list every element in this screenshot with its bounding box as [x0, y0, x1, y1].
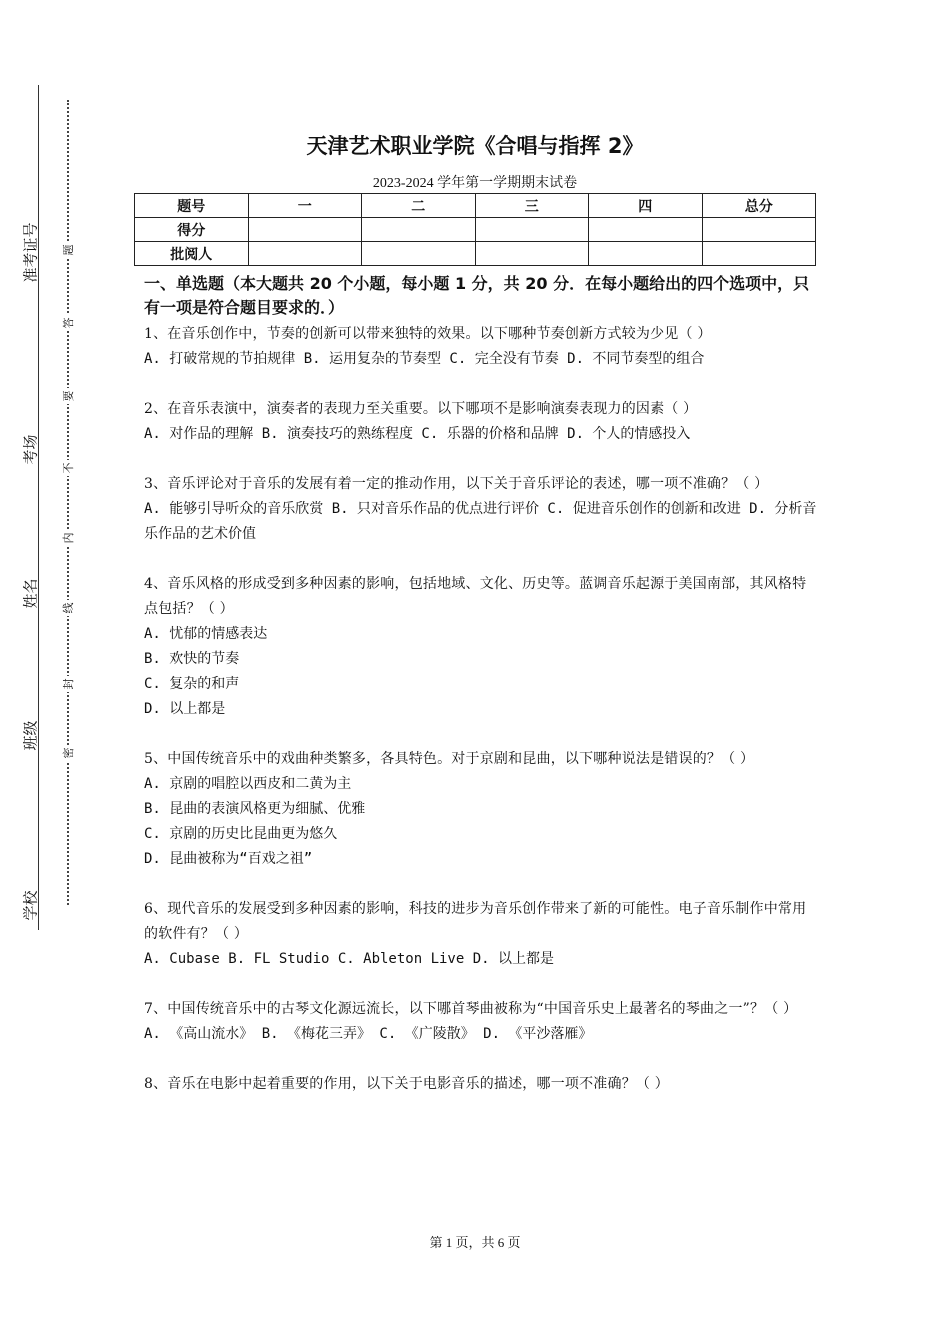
grader-cell[interactable]: [475, 242, 589, 266]
question-item: [144, 747, 820, 872]
question-option: A. 对作品的理解 B. 演奏技巧的熟练程度 C. 乐器的价格和品牌 D. 个人的情感投入: [144, 426, 691, 442]
score-table-header-row: [135, 194, 816, 218]
seal-char: 不: [60, 460, 76, 476]
score-row-label: 批阅人: [135, 242, 249, 266]
score-cell[interactable]: [248, 218, 362, 242]
question-option: A. 忧郁的情感表达: [144, 626, 268, 642]
score-cell[interactable]: [362, 218, 476, 242]
score-col-header: 四: [589, 194, 703, 218]
field-label-school: 学校: [21, 890, 40, 921]
field-label-exam-room: 考场: [21, 434, 40, 465]
question-option: B. 昆曲的表演风格更为细腻、优雅: [144, 801, 366, 817]
question-option: D. 昆曲被称为“百戏之祖”: [144, 851, 313, 867]
question-item: [144, 397, 820, 447]
question-stem: 3、音乐评论对于音乐的发展有着一定的推动作用，以下关于音乐评论的表述，哪一项不准确？（ ）: [144, 476, 769, 492]
score-cell[interactable]: [589, 218, 703, 242]
question-item: [144, 322, 820, 372]
score-table-row: [135, 242, 816, 266]
field-label-name: 姓名: [21, 578, 40, 609]
grader-cell[interactable]: [589, 242, 703, 266]
seal-char: 封: [60, 676, 76, 692]
grader-cell[interactable]: [248, 242, 362, 266]
binding-solid-line: [38, 85, 39, 930]
seal-char: 要: [60, 388, 76, 404]
question-stem: 2、在音乐表演中，演奏者的表现力至关重要。以下哪项不是影响演奏表现力的因素（ ）: [144, 401, 698, 417]
seal-char: 答: [60, 315, 76, 331]
score-row-label: 得分: [135, 218, 249, 242]
question-option: B. 欢快的节奏: [144, 651, 240, 667]
question-stem: 1、在音乐创作中，节奏的创新可以带来独特的效果。以下哪种节奏创新方式较为少见（ ）: [144, 326, 712, 342]
question-option: A. 京剧的唱腔以西皮和二黄为主: [144, 776, 352, 792]
score-col-header: 题号: [135, 194, 249, 218]
score-cell[interactable]: [475, 218, 589, 242]
question-stem: 5、中国传统音乐中的戏曲种类繁多，各具特色。对于京剧和昆曲，以下哪种说法是错误的？（ ）: [144, 751, 755, 767]
section-heading: 一、单选题（本大题共 20 个小题，每小题 1 分，共 20 分．在每小题给出的四个选项中，只有一项是符合题目要求的．）: [144, 274, 810, 317]
score-col-header: 二: [362, 194, 476, 218]
score-cell[interactable]: [702, 218, 816, 242]
seal-char: 密: [60, 745, 76, 761]
page-number: 第 1 页，共 6 页: [429, 1235, 521, 1250]
question-list: [144, 322, 820, 1097]
grader-cell[interactable]: [702, 242, 816, 266]
exam-content: [144, 272, 820, 1122]
seal-char: 题: [60, 242, 76, 258]
seal-char: 内: [60, 530, 76, 546]
score-table: [134, 193, 816, 266]
exam-title: 天津艺术职业学院《合唱与指挥 2》: [306, 134, 644, 158]
question-stem: 4、音乐风格的形成受到多种因素的影响，包括地域、文化、历史等。蓝调音乐起源于美国南部，其风格特点包括？（ ）: [144, 576, 807, 617]
question-item: [144, 572, 820, 722]
binding-margin: [0, 0, 100, 1344]
score-table-row: [135, 218, 816, 242]
field-label-class: 班级: [21, 720, 40, 751]
question-item: [144, 472, 820, 547]
question-stem: 6、现代音乐的发展受到多种因素的影响，科技的进步为音乐创作带来了新的可能性。电子音乐制作中常用的软件有？（ ）: [144, 901, 807, 942]
question-stem: 8、音乐在电影中起着重要的作用，以下关于电影音乐的描述，哪一项不准确？（ ）: [144, 1076, 669, 1092]
seal-char: 线: [60, 600, 76, 616]
question-option: A. Cubase B. FL Studio C. Ableton Live D. 以上都是: [144, 951, 555, 967]
question-option: C. 京剧的历史比昆曲更为悠久: [144, 826, 338, 842]
question-stem: 7、中国传统音乐中的古琴文化源远流长，以下哪首琴曲被称为“中国音乐史上最著名的琴曲之一”？（ ）: [144, 1001, 798, 1017]
question-option: A. 《高山流水》 B. 《梅花三弄》 C. 《广陵散》 D. 《平沙落雁》: [144, 1026, 593, 1042]
binding-dotted-line: [67, 100, 69, 905]
score-col-header: 三: [475, 194, 589, 218]
exam-subtitle: 2023-2024 学年第一学期期末试卷: [372, 176, 578, 191]
grader-cell[interactable]: [362, 242, 476, 266]
question-item: [144, 897, 820, 972]
score-col-header: 一: [248, 194, 362, 218]
question-option: A. 能够引导听众的音乐欣赏 B. 只对音乐作品的优点进行评价 C. 促进音乐创作的创新和改进 D. 分析音乐作品的艺术价值: [144, 501, 817, 542]
field-label-exam-id: 准考证号: [21, 222, 40, 283]
question-item: [144, 1072, 820, 1097]
question-option: D. 以上都是: [144, 701, 226, 717]
question-option: C. 复杂的和声: [144, 676, 240, 692]
question-item: [144, 997, 820, 1047]
score-col-header: 总分: [702, 194, 816, 218]
question-option: A. 打破常规的节拍规律 B. 运用复杂的节奏型 C. 完全没有节奏 D. 不同节奏型的组合: [144, 351, 705, 367]
